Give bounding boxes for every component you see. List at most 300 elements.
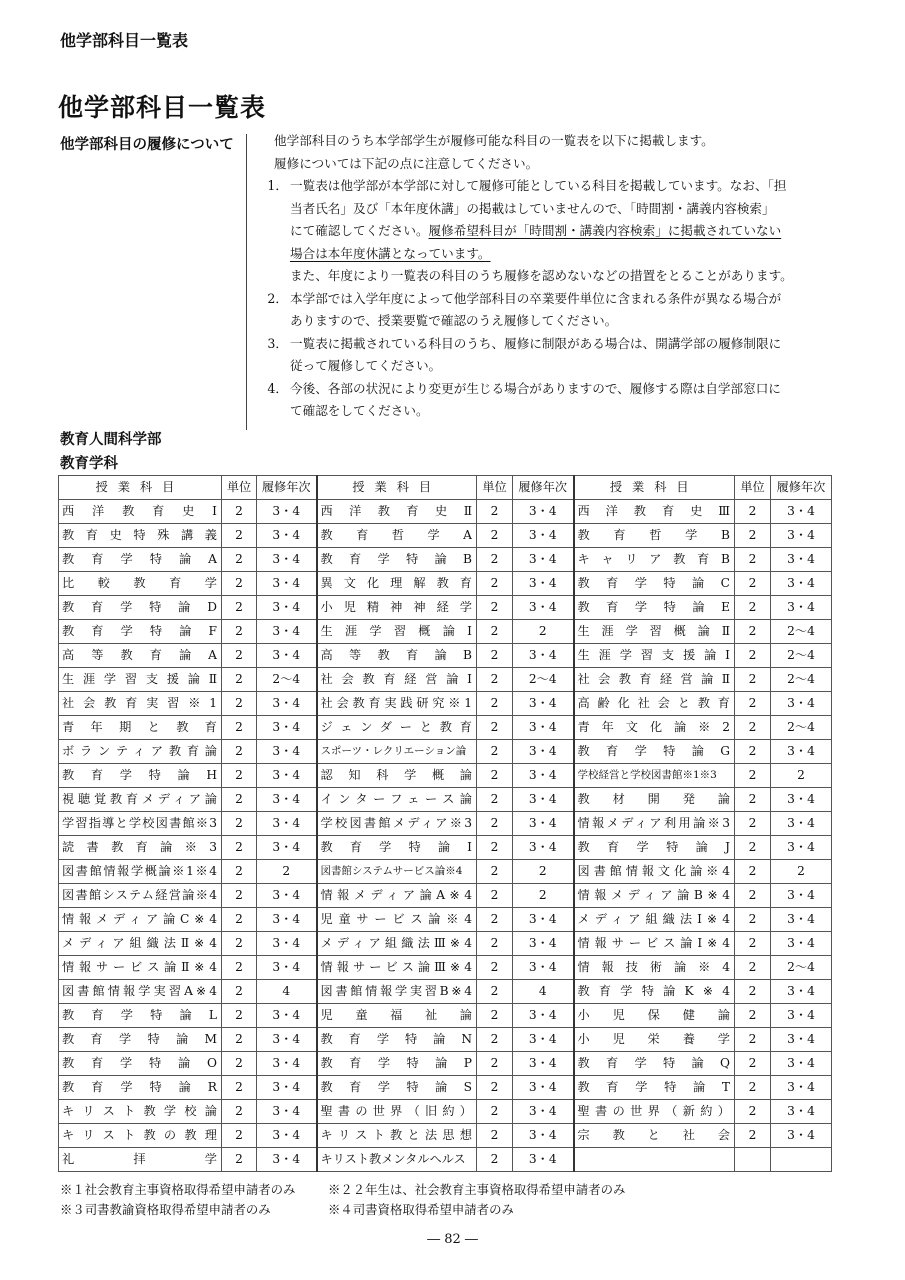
credits-cell: 2 <box>222 980 257 1004</box>
subject-cell: 情報サービス論Ⅲ※4 <box>317 956 477 980</box>
notice-segment: にて確認してください。 <box>290 223 429 238</box>
header-year: 履修年次 <box>513 476 574 500</box>
table-row <box>59 1004 832 1028</box>
credits-cell: 2 <box>477 668 513 692</box>
year-cell: 2 <box>513 884 574 908</box>
notice-line: 一覧表に掲載されている科目のうち、履修に制限がある場合は、開講学部の履修制限に <box>290 335 782 351</box>
year-cell: 3・4 <box>513 740 574 764</box>
year-cell <box>771 1148 832 1172</box>
year-cell: 3・4 <box>771 524 832 548</box>
notice-item-1 <box>258 175 848 288</box>
table-row <box>59 1052 832 1076</box>
subject-cell: 西洋教育史Ⅰ <box>59 500 222 524</box>
year-cell: 3・4 <box>257 956 317 980</box>
table-row <box>59 932 832 956</box>
credits-cell: 2 <box>735 788 771 812</box>
notice-line: 今後、各部の状況により変更が生じる場合がありますので、履修する際は自学部窓口に <box>290 380 781 396</box>
credits-cell: 2 <box>477 524 513 548</box>
table-row <box>59 644 832 668</box>
year-cell: 3・4 <box>771 1052 832 1076</box>
year-cell: 3・4 <box>771 932 832 956</box>
year-cell: 3・4 <box>513 596 574 620</box>
credits-cell: 2 <box>477 788 513 812</box>
course-table <box>58 475 832 1172</box>
notice-item-3 <box>258 333 848 378</box>
year-cell: 3・4 <box>771 740 832 764</box>
notice-line: 本学部では入学年度によって他学部科目の卒業要件単位に含まれる条件が異なる場合が <box>290 290 782 306</box>
credits-cell: 2 <box>735 836 771 860</box>
credits-cell: 2 <box>477 500 513 524</box>
course-table-body <box>59 500 832 1172</box>
credits-cell: 2 <box>477 1148 513 1172</box>
credits-cell: 2 <box>735 668 771 692</box>
credits-cell: 2 <box>477 740 513 764</box>
subject-cell: 情報メディア論C※4 <box>59 908 222 932</box>
year-cell: 3・4 <box>257 1028 317 1052</box>
year-cell: 4 <box>513 980 574 1004</box>
year-cell: 3・4 <box>513 956 574 980</box>
year-cell: 3・4 <box>513 524 574 548</box>
year-cell: 3・4 <box>257 740 317 764</box>
subject-cell: 生涯学習支援論Ⅱ <box>59 668 222 692</box>
subdepartment-heading: 教育学科 <box>60 456 118 472</box>
subject-cell: 教育学特論E <box>574 596 735 620</box>
year-cell: 3・4 <box>257 596 317 620</box>
credits-cell: 2 <box>222 1004 257 1028</box>
year-cell: 3・4 <box>257 524 317 548</box>
credits-cell: 2 <box>222 740 257 764</box>
table-row <box>59 1076 832 1100</box>
credits-cell: 2 <box>222 836 257 860</box>
table-row <box>59 620 832 644</box>
year-cell: 2〜4 <box>257 668 317 692</box>
year-cell: 3・4 <box>771 884 832 908</box>
subject-cell: スポーツ・レクリエーション論 <box>317 740 477 764</box>
year-cell: 3・4 <box>771 572 832 596</box>
table-row <box>59 524 832 548</box>
footnote: ※１社会教育主事資格取得希望申請者のみ <box>60 1182 296 1197</box>
credits-cell: 2 <box>222 764 257 788</box>
credits-cell: 2 <box>735 1004 771 1028</box>
year-cell: 3・4 <box>257 692 317 716</box>
intro-lead-2: 履修については下記の点に注意してください。 <box>274 155 539 171</box>
year-cell: 2〜4 <box>513 668 574 692</box>
subject-cell: 図書館システム経営論※4 <box>59 884 222 908</box>
table-row <box>59 692 832 716</box>
credits-cell: 2 <box>477 692 513 716</box>
table-row <box>59 740 832 764</box>
subject-cell: 教育学特論N <box>317 1028 477 1052</box>
running-header: 他学部科目一覧表 <box>60 31 189 50</box>
table-row <box>59 572 832 596</box>
subject-cell: 社会教育経営論Ⅰ <box>317 668 477 692</box>
credits-cell: 2 <box>735 1028 771 1052</box>
credits-cell: 2 <box>477 980 513 1004</box>
subject-cell: 社会教育実習※1 <box>59 692 222 716</box>
year-cell: 3・4 <box>257 764 317 788</box>
credits-cell: 2 <box>735 1052 771 1076</box>
subject-cell: 教育学特論G <box>574 740 735 764</box>
table-row <box>59 1148 832 1172</box>
table-row <box>59 1100 832 1124</box>
credits-cell: 2 <box>222 788 257 812</box>
year-cell: 3・4 <box>257 1052 317 1076</box>
credits-cell: 2 <box>477 596 513 620</box>
subject-cell: 児童福祉論 <box>317 1004 477 1028</box>
credits-cell: 2 <box>222 644 257 668</box>
year-cell: 3・4 <box>771 692 832 716</box>
table-row <box>59 884 832 908</box>
subject-cell: 高齢化社会と教育 <box>574 692 735 716</box>
subject-cell: 教育学特論O <box>59 1052 222 1076</box>
year-cell: 2〜4 <box>771 956 832 980</box>
credits-cell: 2 <box>477 1004 513 1028</box>
credits-cell: 2 <box>477 716 513 740</box>
year-cell: 3・4 <box>771 1100 832 1124</box>
subject-cell: 青年文化論※2 <box>574 716 735 740</box>
year-cell: 2 <box>513 620 574 644</box>
credits-cell: 2 <box>222 1076 257 1100</box>
credits-cell: 2 <box>222 956 257 980</box>
subject-cell: 小児精神神経学 <box>317 596 477 620</box>
table-row <box>59 668 832 692</box>
credits-cell: 2 <box>735 956 771 980</box>
credits-cell: 2 <box>735 548 771 572</box>
header-credits: 単位 <box>735 476 771 500</box>
year-cell: 3・4 <box>513 1124 574 1148</box>
notice-line: 一覧表は他学部が本学部に対して履修可能としている科目を掲載しています。なお、「担 <box>290 178 787 193</box>
subject-cell: 聖書の世界（新約） <box>574 1100 735 1124</box>
year-cell: 3・4 <box>513 908 574 932</box>
subject-cell: 生涯学習支援論Ⅰ <box>574 644 735 668</box>
credits-cell: 2 <box>477 812 513 836</box>
subject-cell: ジェンダーと教育 <box>317 716 477 740</box>
subject-cell: 図書館情報文化論※4 <box>574 860 735 884</box>
year-cell: 3・4 <box>257 548 317 572</box>
subject-cell: 教材開発論 <box>574 788 735 812</box>
year-cell: 3・4 <box>513 1100 574 1124</box>
subject-cell: 情報サービス論Ⅱ※4 <box>59 956 222 980</box>
year-cell: 3・4 <box>257 908 317 932</box>
subject-cell: 教育学特論Q <box>574 1052 735 1076</box>
year-cell: 3・4 <box>771 908 832 932</box>
year-cell: 2 <box>257 860 317 884</box>
credits-cell: 2 <box>735 500 771 524</box>
table-row <box>59 980 832 1004</box>
year-cell: 3・4 <box>257 644 317 668</box>
section-label: 他学部科目の履修について <box>60 137 234 153</box>
year-cell: 3・4 <box>513 1148 574 1172</box>
year-cell: 3・4 <box>513 692 574 716</box>
credits-cell: 2 <box>222 1028 257 1052</box>
subject-cell: 礼拝学 <box>59 1148 222 1172</box>
credits-cell: 2 <box>735 1124 771 1148</box>
credits-cell: 2 <box>477 908 513 932</box>
subject-cell: 異文化理解教育 <box>317 572 477 596</box>
header-credits: 単位 <box>477 476 513 500</box>
table-row <box>59 812 832 836</box>
year-cell: 3・4 <box>513 812 574 836</box>
credits-cell: 2 <box>735 860 771 884</box>
subject-cell: 図書館システムサービス論※4 <box>317 860 477 884</box>
subject-cell: 西洋教育史Ⅱ <box>317 500 477 524</box>
credits-cell: 2 <box>222 596 257 620</box>
year-cell: 3・4 <box>257 716 317 740</box>
credits-cell: 2 <box>735 692 771 716</box>
table-row <box>59 500 832 524</box>
credits-cell: 2 <box>477 764 513 788</box>
subject-cell: 宗教と社会 <box>574 1124 735 1148</box>
credits-cell: 2 <box>735 812 771 836</box>
credits-cell: 2 <box>735 524 771 548</box>
year-cell: 3・4 <box>257 620 317 644</box>
credits-cell: 2 <box>477 1028 513 1052</box>
subject-cell: 情報メディア論A※4 <box>317 884 477 908</box>
year-cell: 3・4 <box>513 644 574 668</box>
credits-cell: 2 <box>222 1148 257 1172</box>
credits-cell: 2 <box>222 524 257 548</box>
credits-cell: 2 <box>735 644 771 668</box>
credits-cell: 2 <box>477 836 513 860</box>
year-cell: 3・4 <box>513 572 574 596</box>
credits-cell: 2 <box>222 500 257 524</box>
year-cell: 3・4 <box>771 1124 832 1148</box>
year-cell: 3・4 <box>513 788 574 812</box>
year-cell: 3・4 <box>513 1052 574 1076</box>
subject-cell: キリスト教学校論 <box>59 1100 222 1124</box>
page-title: 他学部科目一覧表 <box>58 93 267 122</box>
subject-cell: 小児栄養学 <box>574 1028 735 1052</box>
year-cell: 3・4 <box>257 836 317 860</box>
notice-line <box>290 220 848 243</box>
subject-cell: 学校図書館メディア※3 <box>317 812 477 836</box>
year-cell: 2 <box>771 860 832 884</box>
subject-cell: 教育学特論H <box>59 764 222 788</box>
year-cell: 3・4 <box>513 500 574 524</box>
notice-underlined: 履修希望科目が「時間割・講義内容検索」に掲載されていない <box>428 223 782 238</box>
credits-cell: 2 <box>222 884 257 908</box>
credits-cell: 2 <box>735 716 771 740</box>
table-row <box>59 596 832 620</box>
year-cell: 3・4 <box>513 764 574 788</box>
subject-cell: 学校経営と学校図書館※1※3 <box>574 764 735 788</box>
year-cell: 3・4 <box>771 500 832 524</box>
year-cell: 3・4 <box>513 716 574 740</box>
subject-cell: キリスト教と法思想 <box>317 1124 477 1148</box>
notice-item-2 <box>258 288 848 333</box>
subject-cell: 小児保健論 <box>574 1004 735 1028</box>
credits-cell: 2 <box>735 884 771 908</box>
year-cell: 3・4 <box>257 1124 317 1148</box>
header-subject: 授業科目 <box>317 476 477 500</box>
subject-cell: 教育学特論B <box>317 548 477 572</box>
year-cell: 3・4 <box>771 548 832 572</box>
divider-line <box>246 134 247 430</box>
table-row <box>59 956 832 980</box>
year-cell: 3・4 <box>771 980 832 1004</box>
table-row <box>59 548 832 572</box>
subject-cell: 情報メディア論B※4 <box>574 884 735 908</box>
table-row <box>59 836 832 860</box>
subject-cell: 教育学特論D <box>59 596 222 620</box>
credits-cell: 2 <box>477 548 513 572</box>
subject-cell: 西洋教育史Ⅲ <box>574 500 735 524</box>
intro-lead-1: 他学部科目のうち本学部学生が履修可能な科目の一覧表を以下に掲載します。 <box>274 133 714 148</box>
year-cell: 3・4 <box>513 932 574 956</box>
subject-cell: 教育学特論R <box>59 1076 222 1100</box>
header-credits: 単位 <box>222 476 257 500</box>
credits-cell: 2 <box>735 980 771 1004</box>
subject-cell: 教育学特論L <box>59 1004 222 1028</box>
year-cell: 3・4 <box>257 500 317 524</box>
year-cell: 3・4 <box>771 836 832 860</box>
subject-cell: 児童サービス論※4 <box>317 908 477 932</box>
credits-cell: 2 <box>477 572 513 596</box>
notice-line: 当者氏名」及び「本年度休講」の掲載はしていませんので、「時間割・講義内容検索」 <box>290 200 775 216</box>
subject-cell: 教育史特殊講義 <box>59 524 222 548</box>
subject-cell: 教育学特論S <box>317 1076 477 1100</box>
subject-cell: 図書館情報学実習A※4 <box>59 980 222 1004</box>
table-row <box>59 788 832 812</box>
credits-cell: 2 <box>222 812 257 836</box>
footnote: ※２２年生は、社会教育主事資格取得希望申請者のみ <box>328 1182 626 1197</box>
credits-cell: 2 <box>222 1052 257 1076</box>
year-cell: 2 <box>513 860 574 884</box>
page-number: ― 82 ― <box>427 1232 478 1247</box>
credits-cell: 2 <box>222 716 257 740</box>
credits-cell: 2 <box>222 572 257 596</box>
credits-cell: 2 <box>735 620 771 644</box>
subject-cell: 読書教育論※3 <box>59 836 222 860</box>
credits-cell: 2 <box>735 596 771 620</box>
subject-cell: キリスト教メンタルヘルス <box>317 1148 477 1172</box>
credits-cell: 2 <box>477 1076 513 1100</box>
credits-cell: 2 <box>735 572 771 596</box>
notice-number: 1． <box>267 178 288 193</box>
credits-cell: 2 <box>477 932 513 956</box>
subject-cell: 教育学特論J <box>574 836 735 860</box>
year-cell: 3・4 <box>257 1076 317 1100</box>
footnote: ※３司書教諭資格取得希望申請者のみ <box>60 1202 271 1217</box>
credits-cell: 2 <box>222 932 257 956</box>
subject-cell: 情報サービス論Ⅰ※4 <box>574 932 735 956</box>
year-cell: 3・4 <box>513 1076 574 1100</box>
notice-number: 3． <box>267 335 288 351</box>
subject-cell: メディア組織法Ⅲ※4 <box>317 932 477 956</box>
year-cell: 3・4 <box>771 1076 832 1100</box>
credits-cell: 2 <box>477 1052 513 1076</box>
subject-cell: 情報メディア利用論※3 <box>574 812 735 836</box>
credits-cell: 2 <box>222 1100 257 1124</box>
year-cell: 3・4 <box>771 1028 832 1052</box>
subject-cell: 生涯学習概論Ⅰ <box>317 620 477 644</box>
table-row <box>59 1124 832 1148</box>
year-cell: 3・4 <box>771 812 832 836</box>
table-row <box>59 860 832 884</box>
subject-cell: 高等教育論A <box>59 644 222 668</box>
year-cell: 3・4 <box>513 836 574 860</box>
header-year: 履修年次 <box>771 476 832 500</box>
notice-number: 2． <box>267 290 288 306</box>
credits-cell: 2 <box>477 620 513 644</box>
year-cell: 2〜4 <box>771 644 832 668</box>
credits-cell: 2 <box>222 908 257 932</box>
subject-cell: 生涯学習概論Ⅱ <box>574 620 735 644</box>
credits-cell: 2 <box>477 1100 513 1124</box>
year-cell: 3・4 <box>771 788 832 812</box>
year-cell: 2〜4 <box>771 668 832 692</box>
subject-cell: 教育哲学B <box>574 524 735 548</box>
subject-cell: 図書館情報学概論※1※4 <box>59 860 222 884</box>
year-cell: 3・4 <box>257 812 317 836</box>
credits-cell: 2 <box>735 932 771 956</box>
credits-cell: 2 <box>222 1124 257 1148</box>
subject-cell: 図書館情報学実習B※4 <box>317 980 477 1004</box>
year-cell: 3・4 <box>513 1028 574 1052</box>
subject-cell: 社会教育経営論Ⅱ <box>574 668 735 692</box>
credits-cell: 2 <box>735 764 771 788</box>
subject-cell: メディア組織法Ⅰ※4 <box>574 908 735 932</box>
footnote: ※４司書資格取得希望申請者のみ <box>328 1202 514 1217</box>
credits-cell: 2 <box>222 668 257 692</box>
year-cell: 2 <box>771 764 832 788</box>
credits-cell: 2 <box>222 860 257 884</box>
subject-cell: キリスト教の教理 <box>59 1124 222 1148</box>
credits-cell: 2 <box>735 908 771 932</box>
year-cell: 4 <box>257 980 317 1004</box>
header-subject: 授業科目 <box>59 476 222 500</box>
credits-cell: 2 <box>735 1076 771 1100</box>
year-cell: 3・4 <box>513 548 574 572</box>
table-row <box>59 764 832 788</box>
credits-cell: 2 <box>222 620 257 644</box>
notice-line: て確認をしてください。 <box>290 403 429 418</box>
subject-cell: メディア組織法Ⅱ※4 <box>59 932 222 956</box>
subject-cell: 情報技術論※4 <box>574 956 735 980</box>
subject-cell: 聖書の世界（旧約） <box>317 1100 477 1124</box>
subject-cell: 教育学特論K※4 <box>574 980 735 1004</box>
subject-cell: 比較教育学 <box>59 572 222 596</box>
notice-item-4 <box>258 378 848 423</box>
year-cell: 3・4 <box>257 884 317 908</box>
year-cell: 3・4 <box>257 1100 317 1124</box>
footnotes <box>60 1180 625 1220</box>
year-cell: 3・4 <box>257 1148 317 1172</box>
credits-cell <box>735 1148 771 1172</box>
notice-line: ありますので、授業要覧で確認のうえ履修してください。 <box>290 313 618 328</box>
table-row <box>59 716 832 740</box>
subject-cell: ボランティア教育論 <box>59 740 222 764</box>
year-cell: 3・4 <box>257 572 317 596</box>
year-cell: 3・4 <box>257 1004 317 1028</box>
year-cell: 3・4 <box>513 1004 574 1028</box>
subject-cell: 青年期と教育 <box>59 716 222 740</box>
year-cell: 3・4 <box>257 932 317 956</box>
credits-cell: 2 <box>735 740 771 764</box>
year-cell: 3・4 <box>771 596 832 620</box>
table-row <box>59 908 832 932</box>
subject-cell: 教育学特論M <box>59 1028 222 1052</box>
subject-cell: キャリア教育B <box>574 548 735 572</box>
credits-cell: 2 <box>477 884 513 908</box>
credits-cell: 2 <box>735 1100 771 1124</box>
subject-cell: 教育学特論T <box>574 1076 735 1100</box>
credits-cell: 2 <box>477 860 513 884</box>
year-cell: 3・4 <box>257 788 317 812</box>
credits-cell: 2 <box>222 548 257 572</box>
subject-cell: 社会教育実践研究※1 <box>317 692 477 716</box>
department-heading: 教育人間科学部 <box>60 432 162 448</box>
